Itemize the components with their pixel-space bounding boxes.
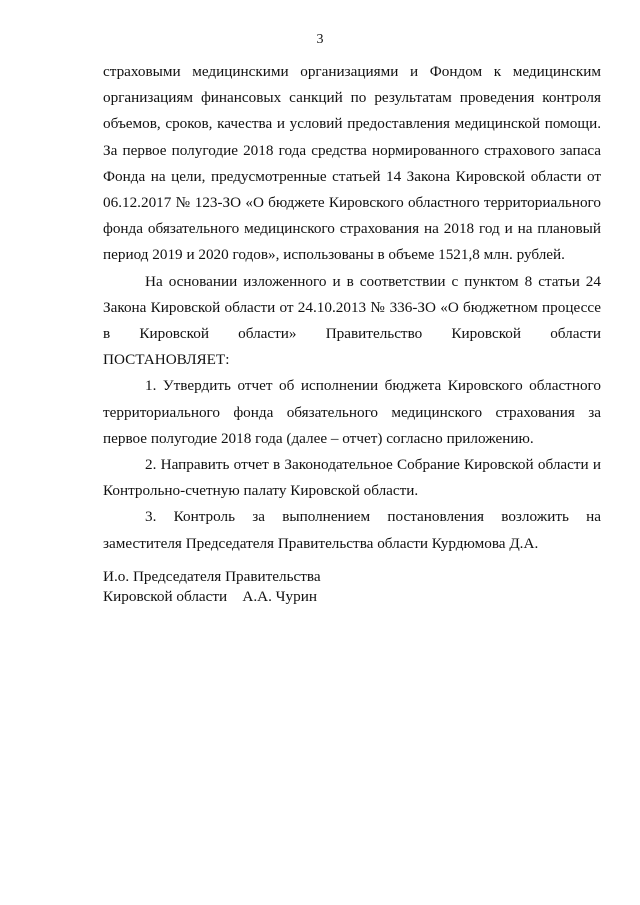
signature-title: И.о. Председателя Правительства [103,568,321,585]
signature-region-and-name: Кировской области А.А. Чурин [103,588,317,605]
paragraph-continuation: страховыми медицинскими организациями и Фондом к медицинским организациям финансовых санкций по результатам проведения контроля объемов, сроков, качества и условий предоставления медицинской помощи. За первое полугодие 2018 года средства нормированного страхового запаса Фонда на цели, предусмотренные статьей 14 Закона Кировской области от 06.12.2017 № 123-ЗО «О бюджете Кировского областного территориального фонда обязательного медицинского страхования на 2018 год и на плановый период 2019 и 2020 годов», использованы в объеме 1521,8 млн. рублей. [103,63,601,264]
paragraph-item-1: 1. Утвердить отчет об исполнении бюджета Кировского областного территориального фонда обязательного медицинского страхования за первое полугодие 2018 года (далее – отчет) согласно приложению. [103,377,601,447]
paragraph-basis: На основании изложенного и в соответствии с пунктом 8 статьи 24 Закона Кировской области от 24.10.2013 № 336-ЗО «О бюджетном процессе в Кировской области» Правительство Кировской области ПОСТАНОВЛЯЕТ: [103,272,601,369]
signature-block [103,567,503,607]
page-number: 3 [316,32,324,47]
paragraph-item-2: 2. Направить отчет в Законодательное Собрание Кировской области и Контрольно-счетную палату Кировской области. [103,456,601,500]
document-body [103,59,601,557]
paragraph-item-3: 3. Контроль за выполнением постановления возложить на заместителя Председателя Правительства области Курдюмова Д.А. [103,508,601,552]
